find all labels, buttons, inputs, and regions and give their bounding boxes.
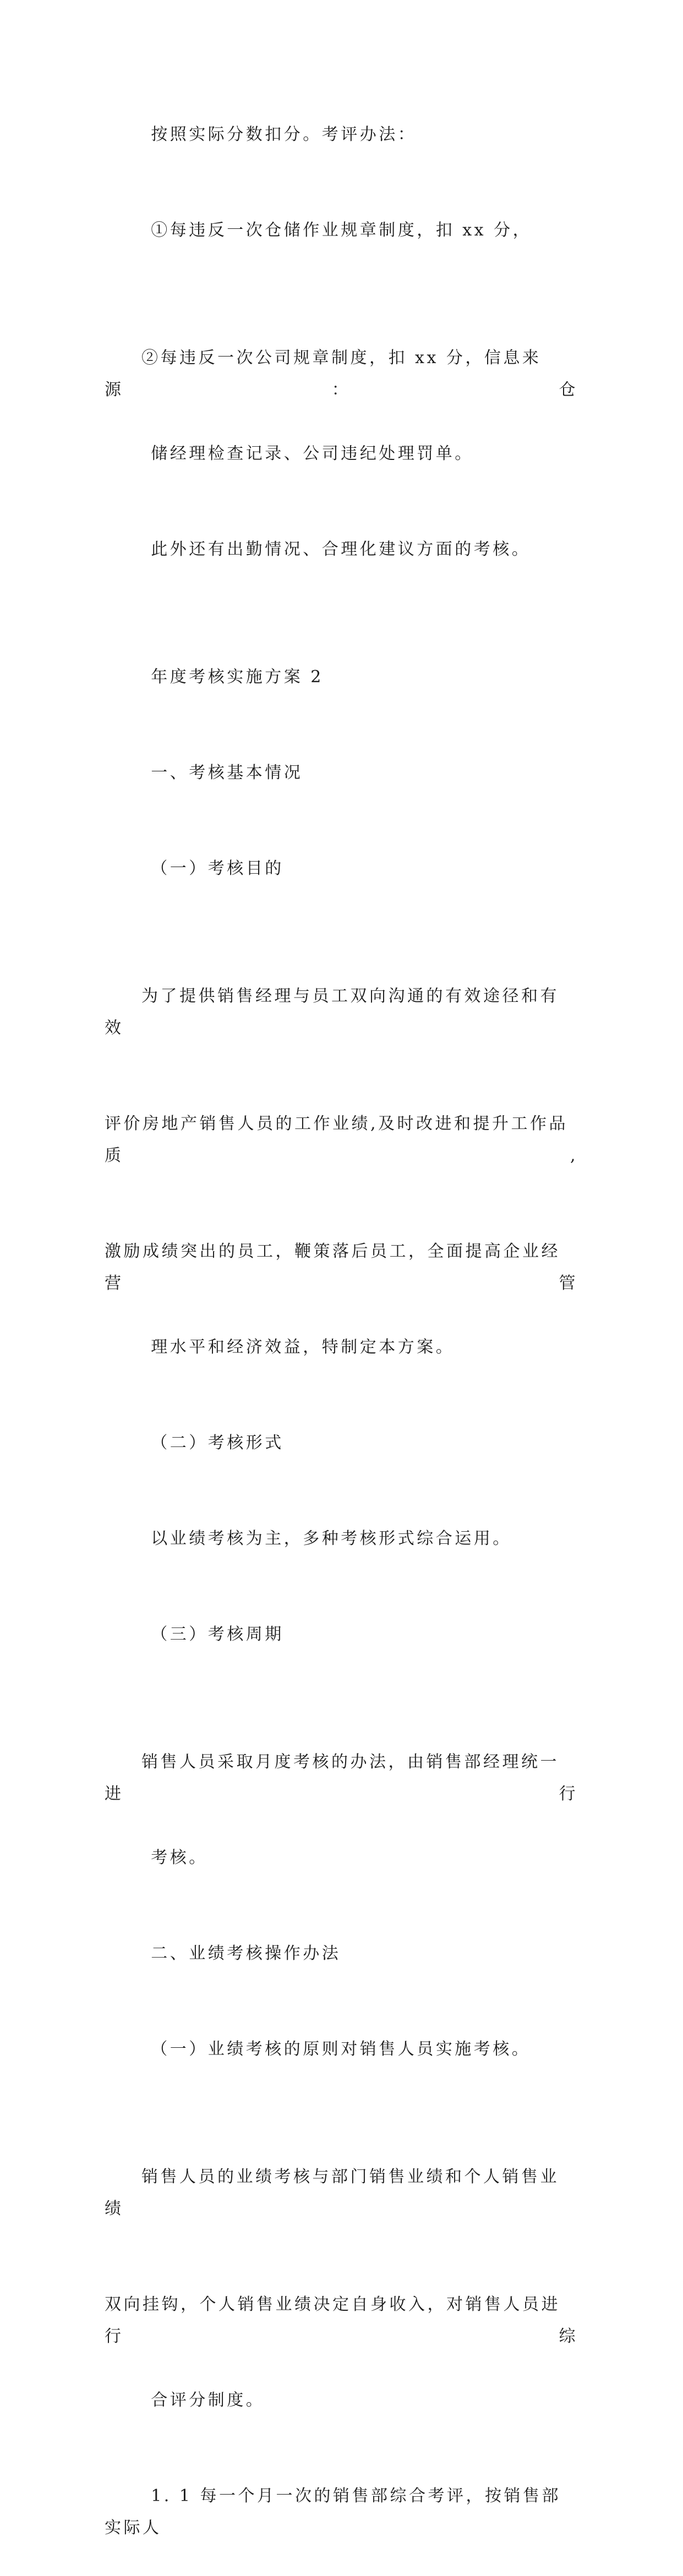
text-line: 按照实际分数扣分。考评办法： xyxy=(151,125,417,144)
paragraph-monthly-review xyxy=(105,2448,578,2576)
paragraph-attendance xyxy=(105,502,578,598)
text-line: 二、业绩考核操作办法 xyxy=(151,1944,341,1963)
paragraph-form xyxy=(105,1491,578,1587)
text-line: 年度考核实施方案 2 xyxy=(151,667,324,687)
text-line: 1. 1 每一个月一次的销售部综合考评，按销售部实际人 xyxy=(105,2486,561,2537)
text-line: 以业绩考核为主，多种考核形式综合运用。 xyxy=(151,1529,512,1548)
text-line: （一）业绩考核的原则对销售人员实施考核。 xyxy=(151,2040,531,2059)
paragraph-deduction-method xyxy=(105,87,578,183)
text-line: 双向挂钩，个人销售业绩决定自身收入，对销售人员进行综 xyxy=(105,2295,578,2346)
paragraph-rule-warehouse xyxy=(105,183,578,278)
text-line: 销售人员采取月度考核的办法，由销售部经理统一进行 xyxy=(105,1752,578,1804)
heading-form xyxy=(105,1395,578,1491)
paragraph-principle xyxy=(105,2097,578,2448)
paragraph-cycle xyxy=(105,1682,578,1906)
spacer xyxy=(105,598,578,629)
text-line: 评价房地产销售人员的工作业绩,及时改进和提升工作品质, xyxy=(105,1114,578,1165)
text-line: 为了提供销售经理与员工双向沟通的有效途径和有效 xyxy=(105,986,559,1038)
text-line: 此外还有出勤情况、合理化建议方面的考核。 xyxy=(151,540,531,559)
heading-cycle xyxy=(105,1587,578,1682)
text-line: （二）考核形式 xyxy=(151,1433,284,1453)
heading-purpose xyxy=(105,821,578,917)
document-body xyxy=(105,87,578,2576)
paragraph-purpose xyxy=(105,917,578,1395)
text-line: 合评分制度。 xyxy=(151,2391,265,2410)
heading-principle xyxy=(105,2002,578,2097)
text-line: （三）考核周期 xyxy=(151,1625,284,1644)
text-line: 理水平和经济效益，特制定本方案。 xyxy=(151,1338,455,1357)
text-line: 储经理检查记录、公司违纪处理罚单。 xyxy=(151,444,474,463)
heading-basic-info xyxy=(105,725,578,821)
section-title xyxy=(105,629,578,725)
text-line: ①每违反一次仓储作业规章制度，扣 xx 分， xyxy=(151,221,532,240)
text-line: （一）考核目的 xyxy=(151,859,284,878)
paragraph-rule-company xyxy=(105,278,578,502)
text-line: 考核。 xyxy=(151,1848,208,1867)
heading-operation xyxy=(105,1906,578,2002)
text-line: 销售人员的业绩考核与部门销售业绩和个人销售业绩 xyxy=(105,2167,559,2218)
text-line: 激励成绩突出的员工，鞭策落后员工，全面提高企业经营管 xyxy=(105,1242,578,1293)
text-line: ②每违反一次公司规章制度，扣 xx 分，信息来源：仓 xyxy=(105,348,578,399)
text-line: 一、考核基本情况 xyxy=(151,763,303,782)
